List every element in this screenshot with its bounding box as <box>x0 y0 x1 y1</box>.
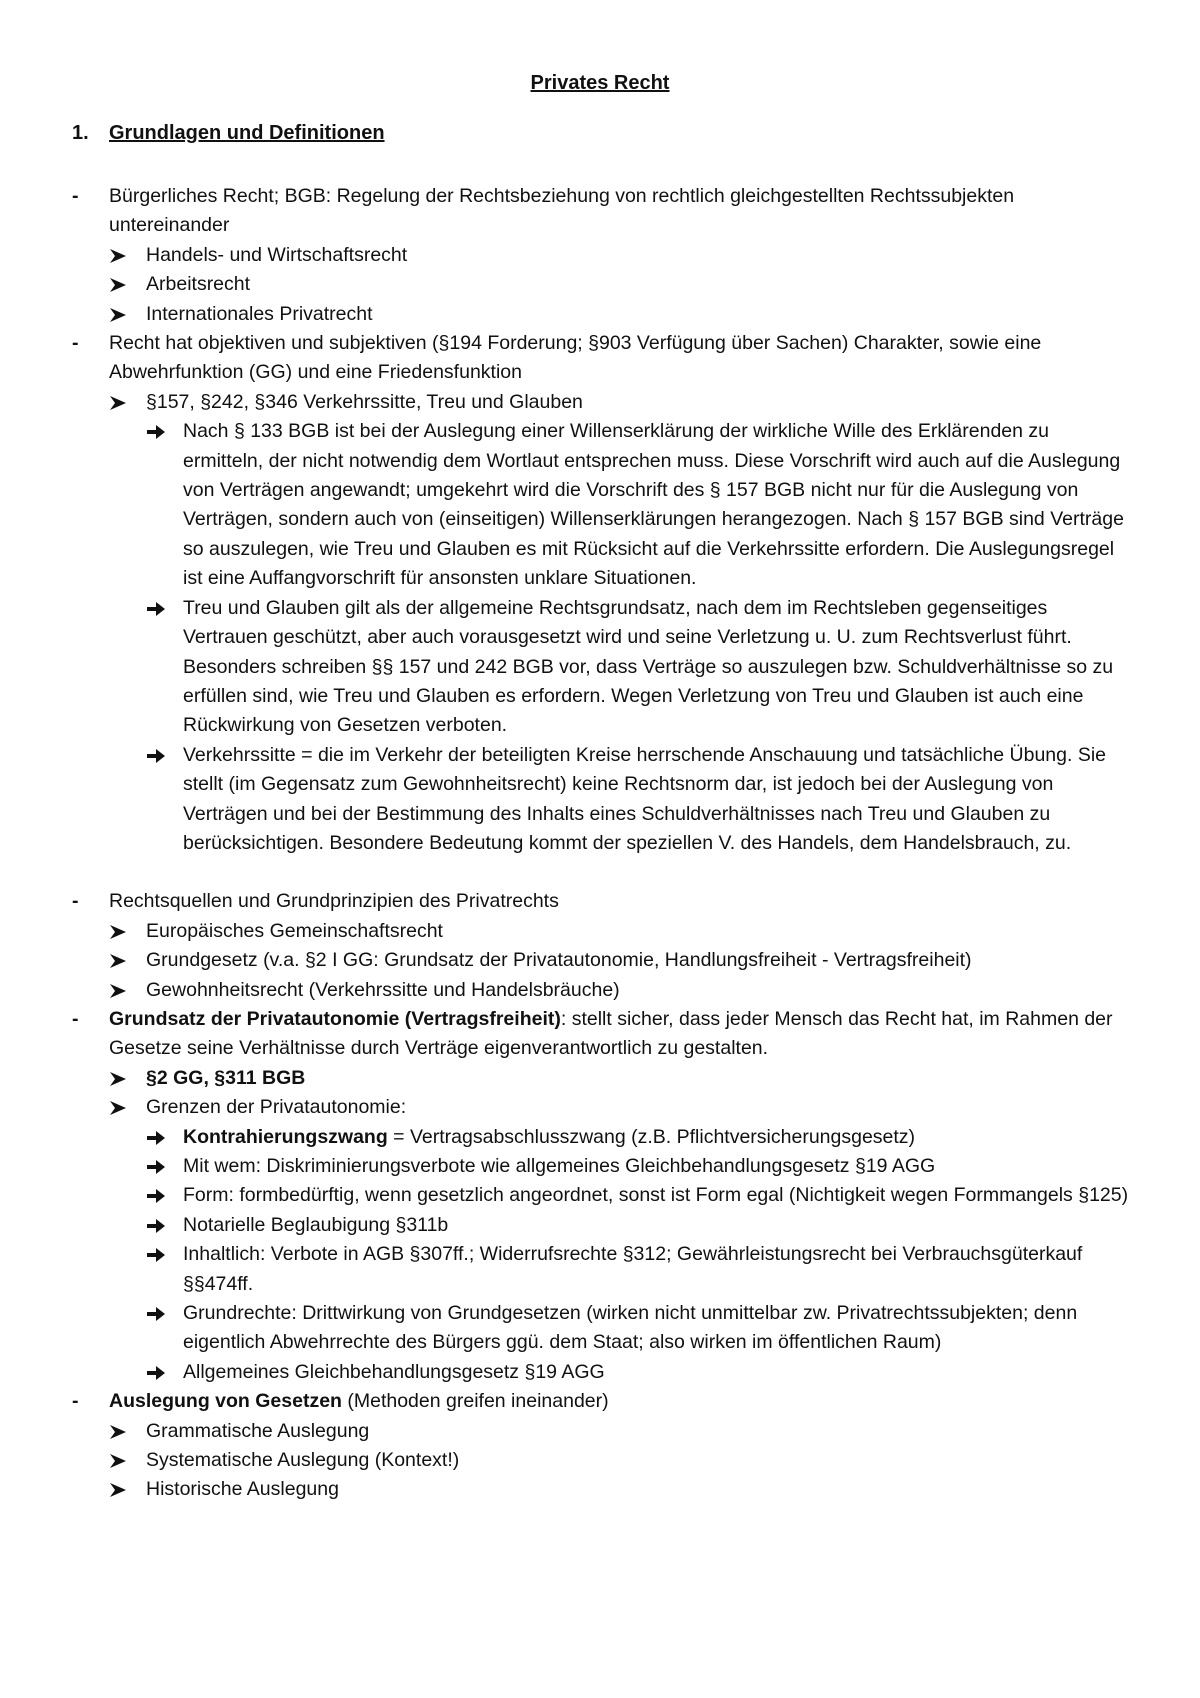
list-item <box>72 594 1132 741</box>
list-item-text: Grammatische Auslegung <box>146 1419 370 1442</box>
list-item <box>72 329 1132 388</box>
list-item <box>72 300 1132 329</box>
page-title: Privates Recht <box>530 72 670 94</box>
dash-bullet: - <box>72 332 79 355</box>
chevron-bullet-icon <box>109 1423 127 1441</box>
list-item-text: Inhaltlich: Verbote in AGB §307ff.; Widerrufsrechte §312; Gewährleistungsrecht bei Verbrauchsgüterkauf §§474ff. <box>183 1243 1083 1295</box>
chevron-bullet-icon <box>109 1452 127 1470</box>
list-item-bold: Auslegung von Gesetzen <box>109 1390 342 1413</box>
list-item-text: Grenzen der Privatautonomie: <box>146 1096 407 1119</box>
arrow-bullet-icon <box>146 1158 166 1176</box>
list-item <box>72 417 1132 593</box>
arrow-bullet-icon <box>146 1246 166 1264</box>
list-item <box>72 887 1132 916</box>
chevron-bullet-icon <box>109 394 127 412</box>
list-item <box>72 1358 1132 1387</box>
arrow-bullet-icon <box>146 1364 166 1382</box>
list-item-text: Mit wem: Diskriminierungsverbote wie allgemeines Gleichbehandlungsgesetz §19 AGG <box>183 1155 936 1177</box>
list-item <box>72 1093 1132 1122</box>
list-item-text: Recht hat objektiven und subjektiven (§194 Forderung; §903 Verfügung über Sachen) Charakter, sowie eine Abwehrfunktion (GG) und eine Friedensfunktion <box>109 332 1042 384</box>
list-item <box>72 1005 1132 1064</box>
list-item-text: Treu und Glauben gilt als der allgemeine Rechtsgrundsatz, nach dem im Rechtsleben gegenseitiges Vertrauen geschützt, aber auch vorausgesetzt wird und seine Verletzung u. U. zum Rechtsverlust führt. Besonders schreiben §§ 157 und 242 BGB vor, dass Verträge so auszulegen bzw. Schuldverhältnisse so zu erfüllen sind, wie Treu und Glauben es erfordern. Wegen Verletzung von Treu und Glauben ist auch eine Rückwirkung von Gesetzen verboten. <box>183 596 1114 737</box>
arrow-bullet-icon <box>146 1129 166 1147</box>
section-heading <box>72 122 385 145</box>
section-number: 1. <box>72 122 89 144</box>
list-item <box>72 182 1132 241</box>
list-item-text: Handels- und Wirtschaftsrecht <box>146 243 408 266</box>
list-item-text: Historische Auslegung <box>146 1478 339 1501</box>
list-item <box>72 1387 1132 1416</box>
list-item-bold: Grundsatz der Privatautonomie (Vertragsfreiheit) <box>109 1007 561 1030</box>
arrow-bullet-icon <box>146 1305 166 1323</box>
chevron-bullet-icon <box>109 982 127 1000</box>
list-item-text: Form: formbedürftig, wenn gesetzlich angeordnet, sonst ist Form egal (Nichtigkeit wegen Formmangels §125) <box>183 1184 1129 1207</box>
list-item <box>72 388 1132 417</box>
chevron-bullet-icon <box>109 306 127 324</box>
list-item <box>72 1211 1132 1240</box>
list-item-text: Nach § 133 BGB ist bei der Auslegung einer Willenserklärung der wirkliche Wille des Erklärenden zu ermitteln, der nicht notwendig dem Wortlaut entsprechen muss. Diese Vorschrift wird auch auf die Auslegung von Verträgen angewandt; umgekehrt wird die Vorschrift des § 157 BGB nicht nur für die Auslegung von Verträgen, sondern auch von (einseitigen) Willenserklärungen herangezogen. Nach § 157 BGB sind Verträge so auszulegen, wie Treu und Glauben es mit Rücksicht auf die Verkehrssitte erfordern. Die Auslegungsregel ist eine Auffangvorschrift für ansonsten unklare Situationen. <box>183 420 1124 590</box>
list-item-text: Europäisches Gemeinschaftsrecht <box>146 919 443 942</box>
list-item <box>72 1181 1132 1210</box>
section-title: Grundlagen und Definitionen <box>109 122 385 144</box>
arrow-bullet-icon <box>146 423 166 441</box>
list-item-bold: §2 GG, §311 BGB <box>146 1066 306 1089</box>
list-item <box>72 1417 1132 1446</box>
arrow-bullet-icon <box>146 747 166 765</box>
chevron-bullet-icon <box>109 952 127 970</box>
list-item-text: Systematische Auslegung (Kontext!) <box>146 1449 460 1472</box>
list-item <box>72 241 1132 270</box>
chevron-bullet-icon <box>109 1070 127 1088</box>
list-item <box>72 741 1132 859</box>
dash-bullet: - <box>72 1390 79 1413</box>
arrow-bullet-icon <box>146 1187 166 1205</box>
list-item-text: Verkehrssitte = die im Verkehr der beteiligten Kreise herrschende Anschauung und tatsächliche Übung. Sie stellt (im Gegensatz zum Gewohnheitsrecht) keine Rechtsnorm dar, ist jedoch bei der Auslegung von Verträgen und bei der Bestimmung des Inhalts eines Schuldverhältnisses nach Treu und Glauben zu berücksichtigen. Besondere Bedeutung kommt der speziellen V. des Handels, dem Handelsbrauch, zu. <box>183 743 1107 854</box>
list-item-text: Gewohnheitsrecht (Verkehrssitte und Handelsbräuche) <box>146 978 620 1001</box>
dash-bullet: - <box>72 185 79 207</box>
list-item <box>72 1152 1132 1181</box>
list-item <box>72 1123 1132 1152</box>
list-item-text: Notarielle Beglaubigung §311b <box>183 1213 449 1236</box>
chevron-bullet-icon <box>109 247 127 265</box>
list-item-text: Internationales Privatrecht <box>146 302 373 325</box>
dash-bullet: - <box>72 1007 79 1030</box>
list-item-text: = Vertragsabschlusszwang (z.B. Pflichtversicherungsgesetz) <box>387 1125 916 1148</box>
chevron-bullet-icon <box>109 1481 127 1499</box>
list-item <box>72 976 1132 1005</box>
list-item <box>72 946 1132 975</box>
list-item <box>72 1064 1132 1093</box>
chevron-bullet-icon <box>109 276 127 294</box>
list-item <box>72 1240 1132 1299</box>
list-item-text: : stellt sicher, dass jeder Mensch das Recht hat, im Rahmen der Gesetze seine Verhältnisse durch Verträge eigenverantwortlich zu gestalten. <box>109 1007 1113 1060</box>
list-item-text: Grundgesetz (v.a. §2 I GG: Grundsatz der Privatautonomie, Handlungsfreiheit - Vertragsfreiheit) <box>146 949 972 972</box>
list-item-text: Arbeitsrecht <box>146 273 251 296</box>
list-item-bold: Kontrahierungszwang <box>183 1125 388 1148</box>
list-item-text: Bürgerliches Recht; BGB: Regelung der Rechtsbeziehung von rechtlich gleichgestellten Rechtssubjekten untereinander <box>109 185 1015 237</box>
list-item <box>72 1475 1132 1504</box>
arrow-bullet-icon <box>146 1217 166 1235</box>
list-item-text: Allgemeines Gleichbehandlungsgesetz §19 AGG <box>183 1360 605 1383</box>
list-item-text: (Methoden greifen ineinander) <box>341 1390 609 1413</box>
arrow-bullet-icon <box>146 600 166 618</box>
chevron-bullet-icon <box>109 923 127 941</box>
spacer <box>72 858 1132 887</box>
list-item-text: Rechtsquellen und Grundprinzipien des Privatrechts <box>109 890 559 913</box>
list-item <box>72 270 1132 299</box>
list-item <box>72 1299 1132 1358</box>
list-item-text: Grundrechte: Drittwirkung von Grundgesetzen (wirken nicht unmittelbar zw. Privatrechtssubjekten; denn eigentlich Abwehrrechte des Bürgers ggü. dem Staat; also wirken im öffentlichen Raum) <box>183 1302 1078 1354</box>
list-item <box>72 1446 1132 1475</box>
outline-list <box>72 182 1132 1505</box>
list-item-text: §157, §242, §346 Verkehrssitte, Treu und Glauben <box>146 390 583 413</box>
dash-bullet: - <box>72 890 79 913</box>
list-item <box>72 917 1132 946</box>
chevron-bullet-icon <box>109 1099 127 1117</box>
